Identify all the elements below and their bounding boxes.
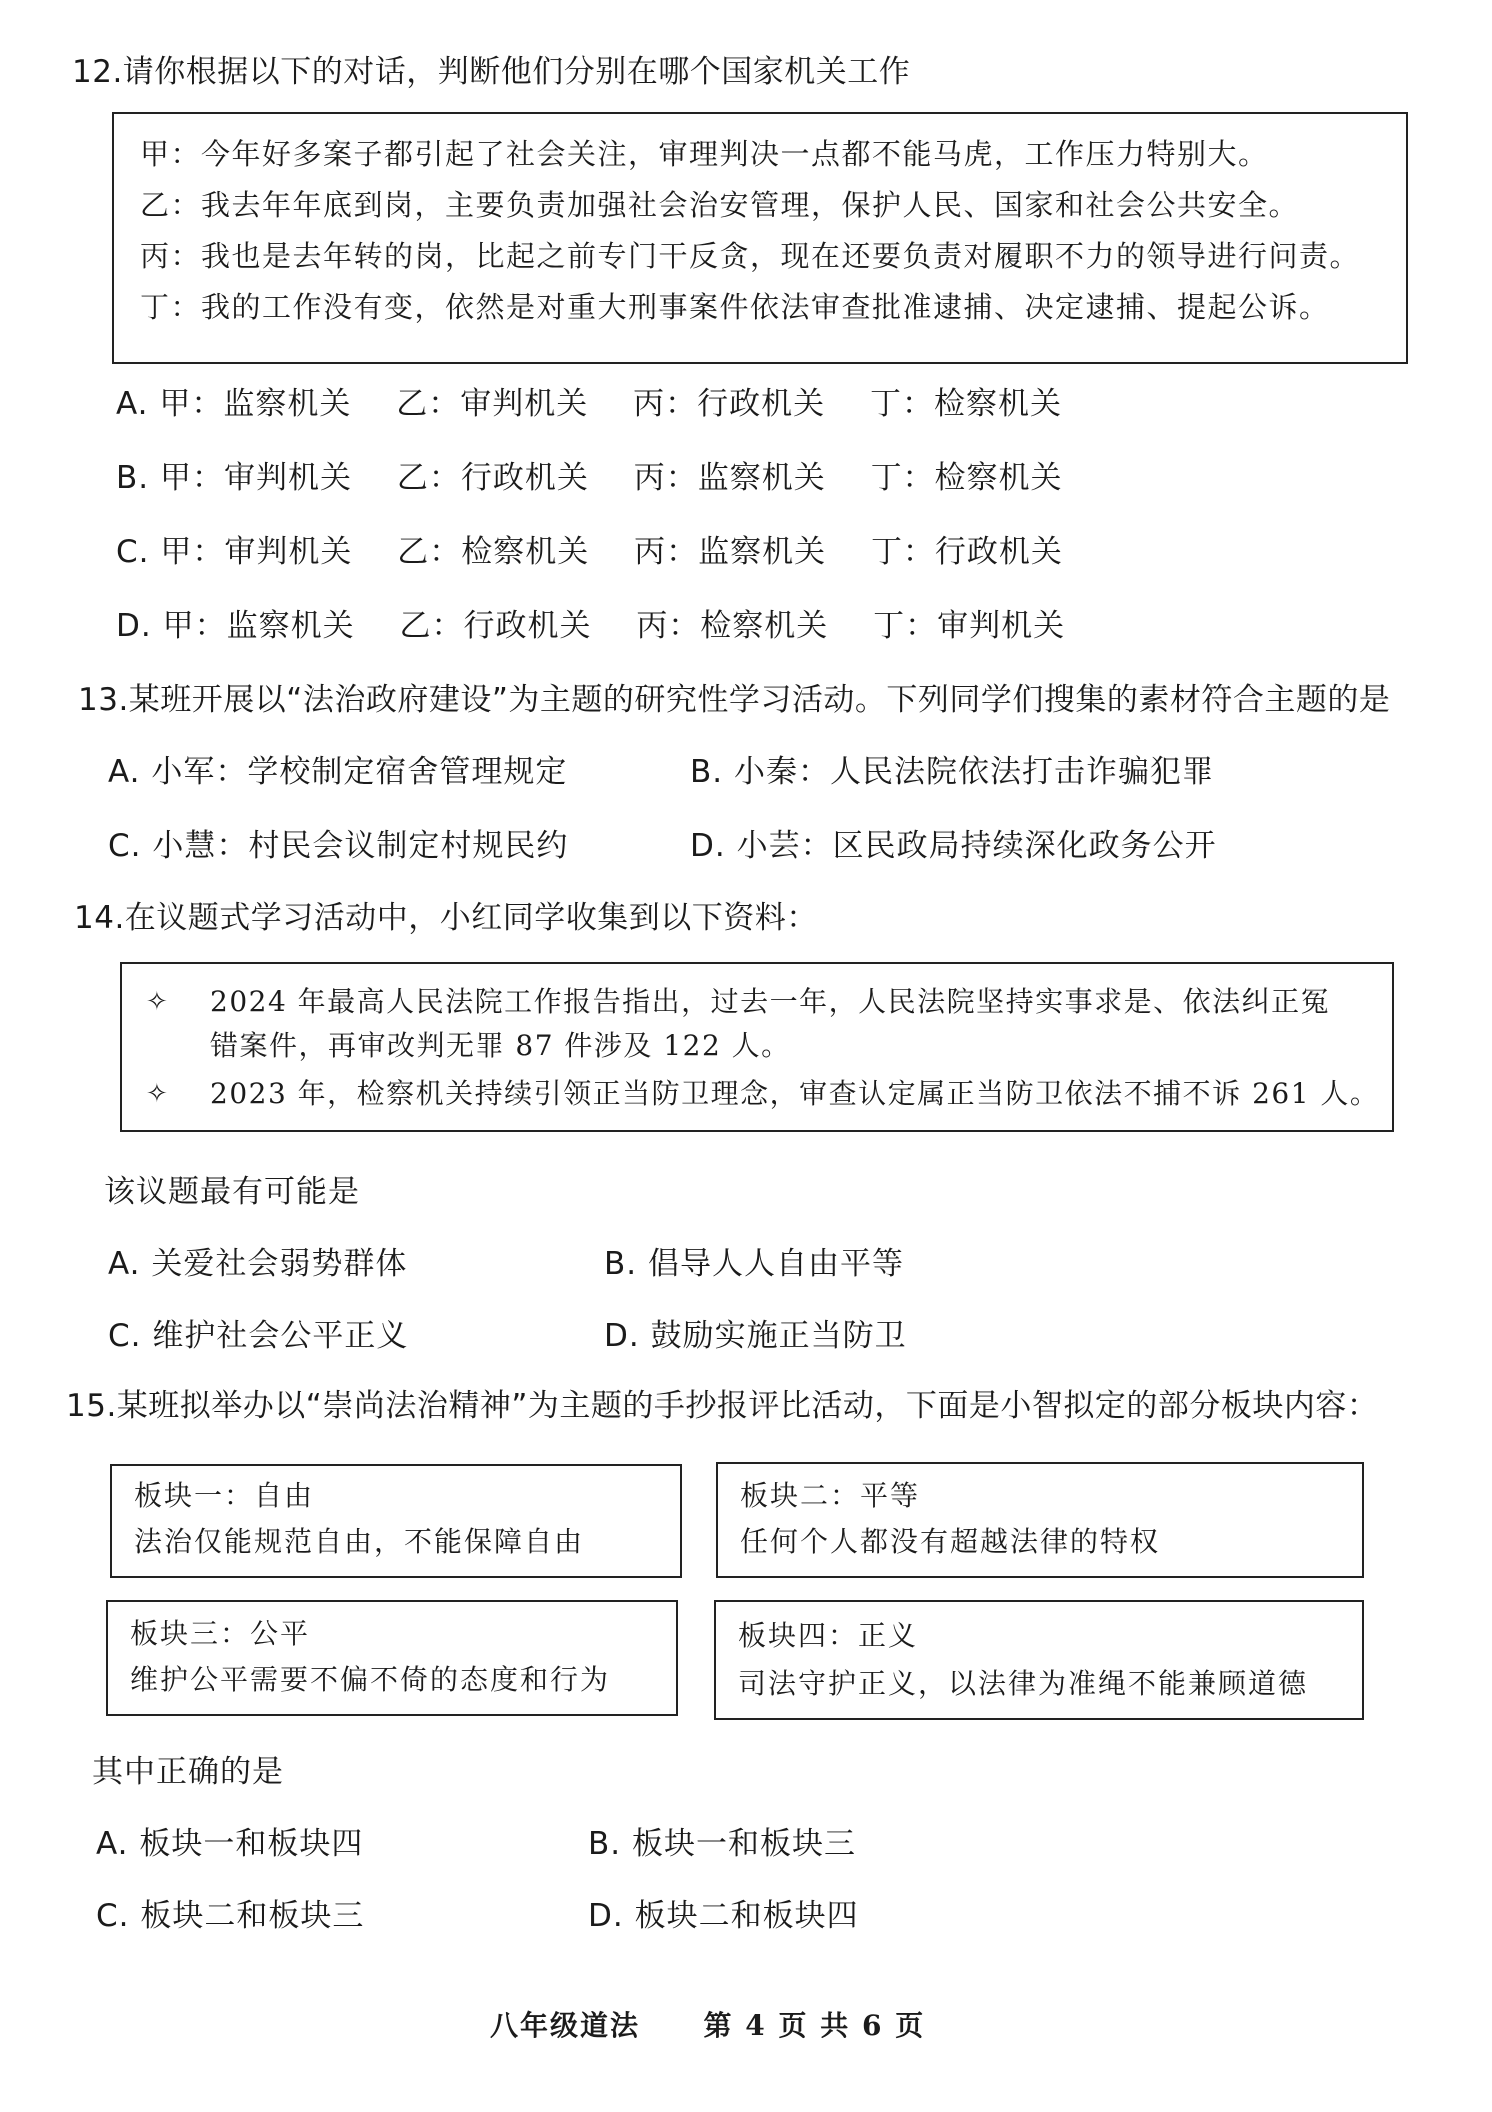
option-text: 关爱社会弱势群体 [151, 1246, 408, 1282]
option-text: 板块一和板块三 [631, 1826, 856, 1862]
diamond-bullet-icon: ✧ [146, 1079, 168, 1109]
q15-option-d[interactable] [588, 1896, 859, 1936]
panel-title: 板块一：自由 [134, 1479, 315, 1512]
option-letter: C. [116, 534, 150, 570]
q15-option-c[interactable] [96, 1896, 364, 1936]
option-part: 丁：检察机关 [870, 460, 1063, 496]
option-letter: A. [96, 1826, 129, 1862]
option-letter: D. [690, 828, 726, 864]
option-part: 乙：行政机关 [396, 460, 589, 496]
panel-body: 司法守护正义，以法律为准绳不能兼顾道德 [738, 1667, 1309, 1700]
q15-panel-2 [716, 1462, 1364, 1578]
q12-dialogue-line-yi: 乙：我去年年底到岗，主要负责加强社会治安管理，保护人民、国家和社会公共安全。 [140, 188, 1300, 222]
option-part: 丙：监察机关 [633, 460, 826, 496]
q14-option-b[interactable] [604, 1244, 904, 1284]
option-letter: A. [116, 386, 149, 422]
option-text: 板块一和板块四 [139, 1826, 364, 1862]
option-text: 小军：学校制定宿舍管理规定 [151, 754, 568, 790]
option-part: 乙：检察机关 [397, 534, 590, 570]
option-text: 小慧：村民会议制定村规民约 [152, 828, 569, 864]
q12-dialogue-line-jia: 甲：今年好多案子都引起了社会关注，审理判决一点都不能马虎，工作压力特别大。 [140, 137, 1269, 171]
q15-option-a[interactable] [96, 1824, 363, 1864]
option-part: 丁：检察机关 [869, 386, 1062, 422]
q14-material-2-line1: 2023 年，检察机关持续引领正当防卫理念，审查认定属正当防卫依法不捕不诉 261 人。 [210, 1077, 1380, 1110]
q15-panel-4 [714, 1600, 1364, 1720]
option-part: 丙：检察机关 [636, 608, 829, 644]
q13-option-c[interactable] [108, 826, 568, 866]
q12-dialogue-line-bing: 丙：我也是去年转的岗，比起之前专门干反贪，现在还要负责对履职不力的领导进行问责。 [140, 239, 1361, 273]
footer-subject: 八年级道法 [490, 2009, 641, 2042]
option-part: 丁：行政机关 [870, 534, 1063, 570]
option-letter: B. [604, 1246, 638, 1282]
option-part: 丙：监察机关 [634, 534, 827, 570]
option-letter: C. [96, 1898, 130, 1934]
footer-page-number: 第 4 页 共 6 页 [703, 2009, 926, 2042]
option-part: 丁：审判机关 [873, 608, 1066, 644]
option-letter: A. [108, 754, 141, 790]
panel-body: 任何个人都没有超越法律的特权 [740, 1525, 1161, 1558]
q14-question: 该议题最有可能是 [104, 1174, 360, 1210]
option-letter: B. [116, 460, 150, 496]
q14-material-1-line2: 错案件，再审改判无罪 87 件涉及 122 人。 [210, 1029, 791, 1062]
option-part: 甲：审判机关 [160, 534, 353, 570]
option-part: 甲：审判机关 [159, 460, 352, 496]
q14-material-1-line1: 2024 年最高人民法院工作报告指出，过去一年，人民法院坚持实事求是、依法纠正冤 [210, 985, 1331, 1018]
diamond-bullet-icon: ✧ [146, 987, 168, 1017]
q13-stem: 13.某班开展以“法治政府建设”为主题的研究性学习活动。下列同学们搜集的素材符合主题的是 [78, 682, 1391, 718]
q15-option-b[interactable] [588, 1824, 856, 1864]
q14-option-a[interactable] [108, 1244, 407, 1284]
q14-stem: 14.在议题式学习活动中，小红同学收集到以下资料： [74, 900, 818, 936]
option-letter: D. [588, 1898, 624, 1934]
q12-option-a[interactable] [116, 384, 1062, 424]
option-text: 倡导人人自由平等 [647, 1246, 904, 1282]
option-letter: D. [116, 608, 152, 644]
q12-stem: 12.请你根据以下的对话，判断他们分别在哪个国家机关工作 [72, 54, 911, 90]
option-letter: C. [108, 1318, 142, 1354]
q15-panel-1 [110, 1464, 682, 1578]
page-footer [490, 2008, 925, 2044]
q12-option-c[interactable] [116, 532, 1063, 572]
panel-body: 维护公平需要不偏不倚的态度和行为 [130, 1663, 611, 1696]
option-text: 小秦：人民法院依法打击诈骗犯罪 [733, 754, 1214, 790]
q15-stem: 15.某班拟举办以“崇尚法治精神”为主题的手抄报评比活动，下面是小智拟定的部分板块内容： [66, 1388, 1379, 1424]
option-text: 板块二和板块四 [634, 1898, 859, 1934]
q12-dialogue-box [112, 112, 1408, 364]
option-text: 小芸：区民政局持续深化政务公开 [736, 828, 1217, 864]
q12-option-d[interactable] [116, 606, 1065, 646]
q15-panel-3 [106, 1600, 678, 1716]
option-part: 乙：审判机关 [396, 386, 589, 422]
panel-title: 板块四：正义 [738, 1619, 919, 1652]
option-text: 鼓励实施正当防卫 [650, 1318, 907, 1354]
option-letter: B. [690, 754, 724, 790]
option-part: 甲：监察机关 [162, 608, 355, 644]
q13-option-d[interactable] [690, 826, 1217, 866]
q13-option-a[interactable] [108, 752, 567, 792]
option-letter: B. [588, 1826, 622, 1862]
q12-option-b[interactable] [116, 458, 1063, 498]
panel-body: 法治仅能规范自由，不能保障自由 [134, 1525, 585, 1558]
panel-title: 板块二：平等 [740, 1479, 921, 1512]
option-part: 乙：行政机关 [399, 608, 592, 644]
option-letter: D. [604, 1318, 640, 1354]
q14-option-c[interactable] [108, 1316, 408, 1356]
q14-option-d[interactable] [604, 1316, 907, 1356]
option-letter: A. [108, 1246, 141, 1282]
q13-option-b[interactable] [690, 752, 1214, 792]
option-part: 甲：监察机关 [159, 386, 352, 422]
q15-question: 其中正确的是 [92, 1754, 284, 1790]
q12-dialogue-line-ding: 丁：我的工作没有变，依然是对重大刑事案件依法审查批准逮捕、决定逮捕、提起公诉。 [140, 290, 1330, 324]
option-text: 维护社会公平正义 [152, 1318, 409, 1354]
option-text: 板块二和板块三 [140, 1898, 365, 1934]
option-part: 丙：行政机关 [633, 386, 826, 422]
option-letter: C. [108, 828, 142, 864]
panel-title: 板块三：公平 [130, 1617, 311, 1650]
q14-material-box [120, 962, 1394, 1132]
